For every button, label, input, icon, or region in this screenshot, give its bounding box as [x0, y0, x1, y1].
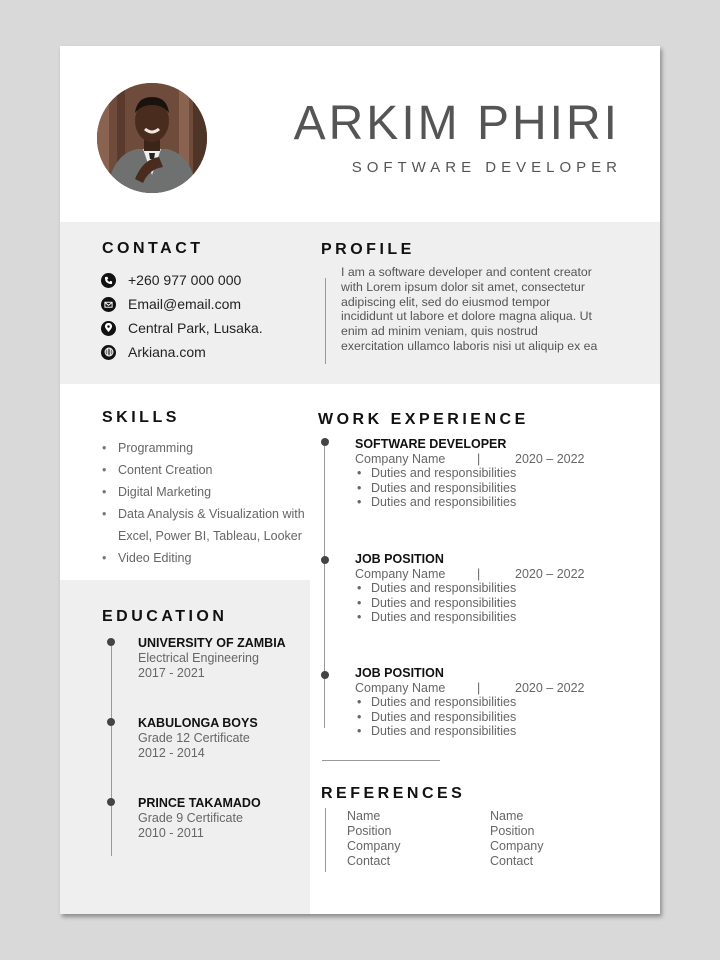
- job-duty: • Duties and responsibilities: [355, 466, 516, 481]
- job-duty: • Duties and responsibilities: [355, 581, 516, 596]
- skill-item: • Programming: [102, 437, 305, 459]
- job-meta: [355, 451, 585, 467]
- skill-item-continued-text: Excel, Power BI, Tableau, Looker: [118, 529, 302, 543]
- job-years: 2020 – 2022: [515, 566, 585, 581]
- contact-list: [101, 268, 263, 364]
- job-separator: |: [477, 680, 481, 695]
- reference-column: [490, 809, 544, 869]
- work-dot: [321, 438, 329, 446]
- education-program: Grade 12 Certificate: [138, 731, 250, 745]
- education-heading: EDUCATION: [102, 608, 228, 625]
- job-title: JOB POSITION: [355, 666, 444, 680]
- references-line: [325, 808, 326, 872]
- profile-line-2: with Lorem ipsum dolor sit amet, consectetur: [341, 279, 585, 294]
- contact-phone: [101, 268, 263, 292]
- education-dot: [107, 718, 115, 726]
- education-dot: [107, 638, 115, 646]
- work-item: [355, 552, 585, 625]
- skills-heading: SKILLS: [102, 409, 180, 426]
- job-duty: • Duties and responsibilities: [355, 724, 516, 739]
- job-title: JOB POSITION: [355, 552, 444, 566]
- profile-line-1: I am a software developer and content creator: [341, 265, 592, 279]
- reference-position: Position: [347, 824, 392, 838]
- contact-email-text: Email@email.com: [128, 296, 242, 312]
- contact-website-text: Arkiana.com: [128, 344, 206, 360]
- job-duty: • Duties and responsibilities: [355, 710, 516, 725]
- profile-text: [341, 265, 621, 354]
- reference-position: Position: [490, 824, 535, 838]
- job-separator: |: [477, 451, 481, 466]
- skills-list: [102, 437, 305, 569]
- reference-company: Company: [347, 839, 401, 853]
- reference-company: Company: [490, 839, 544, 853]
- candidate-name: ARKIM PHIRI: [293, 97, 620, 150]
- contact-location: [101, 316, 263, 340]
- profile-line: [325, 278, 326, 364]
- work-dot: [321, 671, 329, 679]
- education-program: Grade 9 Certificate: [138, 811, 243, 825]
- reference-name: Name: [490, 809, 524, 823]
- job-separator: |: [477, 566, 481, 581]
- job-company: Company Name: [355, 566, 446, 581]
- education-school: UNIVERSITY OF ZAMBIA: [138, 636, 286, 650]
- resume-page: [60, 46, 660, 914]
- skill-item: • Video Editing: [102, 547, 305, 569]
- email-icon: [101, 297, 116, 312]
- skill-item: • Digital Marketing: [102, 481, 305, 503]
- profile-line-6: exercitation ullamco laboris nisi ut aliquip ex ea: [341, 338, 598, 353]
- job-years: 2020 – 2022: [515, 451, 585, 466]
- references-heading: REFERENCES: [321, 785, 466, 802]
- job-company: Company Name: [355, 680, 446, 695]
- work-item: [355, 666, 585, 739]
- profile-photo: [97, 83, 207, 193]
- job-company: Company Name: [355, 451, 446, 466]
- contact-website: [101, 340, 263, 364]
- education-school: KABULONGA BOYS: [138, 716, 258, 730]
- reference-contact: Contact: [347, 854, 391, 868]
- job-duty: • Duties and responsibilities: [355, 695, 516, 710]
- education-years: 2010 - 2011: [138, 825, 204, 840]
- skill-item: • Content Creation: [102, 459, 305, 481]
- job-duty: • Duties and responsibilities: [355, 481, 516, 496]
- location-pin-icon: [101, 321, 116, 336]
- education-years: 2017 - 2021: [138, 665, 205, 680]
- education-item: [138, 796, 261, 840]
- job-title: SOFTWARE DEVELOPER: [355, 437, 507, 451]
- work-dot: [321, 556, 329, 564]
- education-dot: [107, 798, 115, 806]
- work-timeline: [324, 444, 325, 728]
- education-school: PRINCE TAKAMADO: [138, 796, 261, 810]
- job-meta: [355, 566, 585, 582]
- work-heading: WORK EXPERIENCE: [318, 411, 529, 428]
- education-item: [138, 716, 258, 760]
- contact-email: [101, 292, 263, 316]
- skill-item-continued: [102, 525, 305, 547]
- job-duty: • Duties and responsibilities: [355, 610, 516, 625]
- references-divider: [322, 760, 440, 761]
- skill-item: • Data Analysis & Visualization with: [102, 503, 305, 525]
- profile-heading: PROFILE: [321, 241, 415, 258]
- contact-location-text: Central Park, Lusaka.: [128, 320, 263, 336]
- job-duty: • Duties and responsibilities: [355, 596, 516, 611]
- reference-column: [347, 809, 401, 869]
- profile-line-5: enim ad minim veniam, quis nostrud: [341, 324, 538, 339]
- education-item: [138, 636, 286, 680]
- phone-icon: [101, 273, 116, 288]
- job-meta: [355, 680, 585, 696]
- profile-line-3: adipiscing elit, sed do eiusmod tempor: [341, 294, 551, 309]
- profile-line-4: incididunt ut labore et dolore magna aliqua. Ut: [341, 309, 592, 324]
- reference-name: Name: [347, 809, 381, 823]
- candidate-title: SOFTWARE DEVELOPER: [351, 159, 622, 176]
- job-duty: • Duties and responsibilities: [355, 495, 516, 510]
- job-years: 2020 – 2022: [515, 680, 585, 695]
- education-years: 2012 - 2014: [138, 745, 205, 760]
- work-item: [355, 437, 585, 510]
- contact-phone-text: +260 977 000 000: [128, 272, 242, 288]
- contact-heading: CONTACT: [102, 240, 204, 257]
- education-program: Electrical Engineering: [138, 651, 259, 665]
- reference-contact: Contact: [490, 854, 534, 868]
- education-timeline: [111, 642, 112, 856]
- globe-icon: [101, 345, 116, 360]
